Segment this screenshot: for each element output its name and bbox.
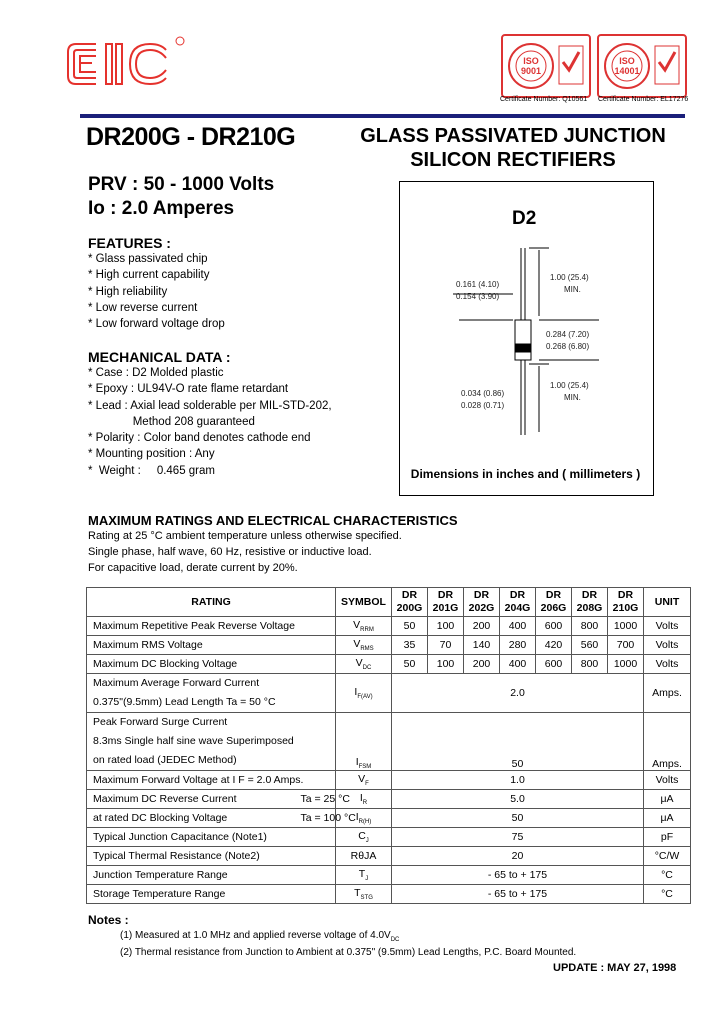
symbol: $I_{F(AV)}$ <box>336 674 392 713</box>
condition-line: Rating at 25 °C ambient temperature unless otherwise specified. <box>88 530 402 542</box>
value: 560 <box>572 636 608 655</box>
title-line1: GLASS PASSIVATED JUNCTION <box>360 125 666 147</box>
ratings-heading: MAXIMUM RATINGS AND ELECTRICAL CHARACTERISTICS <box>88 513 458 528</box>
header-unit: UNIT <box>644 588 691 617</box>
table-row <box>87 885 691 904</box>
mechanical-heading: MECHANICAL DATA : <box>88 349 231 365</box>
unit: Volts <box>644 617 691 636</box>
value: 200 <box>464 617 500 636</box>
table-row <box>87 809 691 828</box>
note-2: (2) Thermal resistance from Junction to Ambient at 0.375" (9.5mm) Lead Lengths, P.C. Board Mounted. <box>120 947 577 958</box>
unit: °C/W <box>644 847 691 866</box>
dim-body-length-min: 0.268 (6.80) <box>546 342 590 351</box>
mechanical-item: * Epoxy : UL94V-O rate flame retardant <box>88 383 289 396</box>
feature-item: * Low reverse current <box>88 301 198 314</box>
unit: μA <box>644 809 691 828</box>
symbol: $T_J$ <box>336 866 392 885</box>
rating-label: Maximum RMS Voltage <box>87 636 336 655</box>
symbol: $T_{STG}$ <box>336 885 392 904</box>
dim-lead-length-bottom-min: MIN. <box>564 393 581 402</box>
cert1-line2: 9001 <box>520 66 542 76</box>
value: 5.0 <box>392 790 644 809</box>
dim-body-diameter-max: 0.161 (4.10) <box>456 280 500 289</box>
feature-item: * High reliability <box>88 285 168 298</box>
value: 35 <box>392 636 428 655</box>
ratings-table <box>86 587 691 904</box>
dim-lead-length-top: 1.00 (25.4) <box>550 273 589 282</box>
dim-lead-length-top-min: MIN. <box>564 285 581 294</box>
dim-lead-length-bottom: 1.00 (25.4) <box>550 381 589 390</box>
value: 1.0 <box>392 771 644 790</box>
rating-label: Maximum Average Forward Current 0.375"(9.5mm) Lead Length Ta = 50 °C <box>87 674 336 713</box>
symbol: $I_R$ <box>336 790 392 809</box>
cert1-number: Certificate Number: Q10561 <box>500 96 588 103</box>
table-row <box>87 713 691 771</box>
value: 800 <box>572 655 608 674</box>
value: 100 <box>428 617 464 636</box>
rating-label: Maximum Repetitive Peak Reverse Voltage <box>87 617 336 636</box>
condition-line: Single phase, half wave, 60 Hz, resistive or inductive load. <box>88 546 372 558</box>
dim-lead-diameter-min: 0.028 (0.71) <box>461 401 505 410</box>
mechanical-item: * Case : D2 Molded plastic <box>88 367 224 379</box>
value: 50 <box>392 713 644 771</box>
value: 800 <box>572 617 608 636</box>
update-date: UPDATE : MAY 27, 1998 <box>553 962 677 974</box>
value: 1000 <box>608 617 644 636</box>
value: 400 <box>500 655 536 674</box>
cert2-line2: 14001 <box>614 66 640 76</box>
value: 50 <box>392 809 644 828</box>
symbol: $V_{RRM}$ <box>336 617 392 636</box>
unit: Volts <box>644 655 691 674</box>
value: - 65 to + 175 <box>392 866 644 885</box>
io-spec: Io : 2.0 Amperes <box>88 198 235 219</box>
unit: Amps. <box>644 674 691 713</box>
rating-label: Maximum DC Reverse Current Ta = 25 °C <box>87 790 336 809</box>
header-part: DR 201G <box>428 588 464 617</box>
value: 600 <box>536 655 572 674</box>
prv-spec: PRV : 50 - 1000 Volts <box>88 174 275 195</box>
features-list <box>88 251 225 332</box>
value: 700 <box>608 636 644 655</box>
notes-heading: Notes : <box>88 913 129 927</box>
value: 2.0 <box>392 674 644 713</box>
rating-label: Maximum DC Blocking Voltage <box>87 655 336 674</box>
symbol: $V_{RMS}$ <box>336 636 392 655</box>
features-heading: FEATURES : <box>88 235 171 251</box>
value: 75 <box>392 828 644 847</box>
rating-label: Junction Temperature Range <box>87 866 336 885</box>
feature-item: * High current capability <box>88 269 210 282</box>
cert2-number: Certificate Number: EL17276 <box>598 96 689 103</box>
company-logo <box>66 36 192 92</box>
unit: Volts <box>644 771 691 790</box>
mechanical-item: * Polarity : Color band denotes cathode end <box>88 432 311 445</box>
unit: μA <box>644 790 691 809</box>
header-part: DR 210G <box>608 588 644 617</box>
unit: Amps. <box>644 713 691 771</box>
condition-line: For capacitive load, derate current by 20%. <box>88 562 298 574</box>
table-row <box>87 636 691 655</box>
title-line2: SILICON RECTIFIERS <box>410 149 616 171</box>
mechanical-item: * Lead : Axial lead solderable per MIL-STD-202, <box>88 399 332 412</box>
value: 1000 <box>608 655 644 674</box>
table-row <box>87 617 691 636</box>
feature-item: * Low forward voltage drop <box>88 318 225 331</box>
header-symbol: SYMBOL <box>336 588 392 617</box>
cert1-line1: ISO <box>523 56 539 66</box>
header-part: DR 206G <box>536 588 572 617</box>
unit: °C <box>644 866 691 885</box>
dim-lead-diameter-max: 0.034 (0.86) <box>461 389 505 398</box>
mechanical-item: * Weight : 0.465 gram <box>88 464 215 477</box>
value: 50 <box>392 617 428 636</box>
table-row <box>87 655 691 674</box>
dimensions-note: Dimensions in inches and ( millimeters ) <box>410 467 641 481</box>
header-part: DR 200G <box>392 588 428 617</box>
unit: Volts <box>644 636 691 655</box>
dim-body-diameter-min: 0.154 (3.90) <box>456 292 500 301</box>
iso14001-badge <box>597 34 687 98</box>
value: 420 <box>536 636 572 655</box>
value: 600 <box>536 617 572 636</box>
value: 200 <box>464 655 500 674</box>
rating-label: at rated DC Blocking Voltage Ta = 100 °C <box>87 809 336 828</box>
rating-label: Typical Thermal Resistance (Note2) <box>87 847 336 866</box>
rating-label: Maximum Forward Voltage at I F = 2.0 Amps. <box>87 771 336 790</box>
table-row <box>87 847 691 866</box>
symbol: $I_{R(H)}$ <box>336 809 392 828</box>
symbol: $V_{DC}$ <box>336 655 392 674</box>
value: 50 <box>392 655 428 674</box>
symbol: $I_{FSM}$ <box>336 713 392 771</box>
table-header-row <box>87 588 691 617</box>
value: 100 <box>428 655 464 674</box>
unit: pF <box>644 828 691 847</box>
part-number: DR200G - DR210G <box>86 123 296 151</box>
value: 70 <box>428 636 464 655</box>
header-rating: RATING <box>87 588 336 617</box>
iso9001-badge <box>501 34 591 98</box>
symbol: RθJA <box>336 847 392 866</box>
unit: °C <box>644 885 691 904</box>
rating-label: Storage Temperature Range <box>87 885 336 904</box>
table-row <box>87 790 691 809</box>
table-row <box>87 828 691 847</box>
table-row <box>87 866 691 885</box>
mechanical-item: * Mounting position : Any <box>88 448 215 461</box>
mechanical-list <box>88 365 332 479</box>
rating-label: Typical Junction Capacitance (Note1) <box>87 828 336 847</box>
value: 280 <box>500 636 536 655</box>
mechanical-item: Method 208 guaranteed <box>88 415 255 428</box>
symbol: $C_J$ <box>336 828 392 847</box>
table-row <box>87 771 691 790</box>
header-part: DR 202G <box>464 588 500 617</box>
value: 140 <box>464 636 500 655</box>
note-1: (1) Measured at 1.0 MHz and applied reverse voltage of $4.0V_{DC}$ <box>120 930 400 943</box>
dim-body-length-max: 0.284 (7.20) <box>546 330 590 339</box>
value: 20 <box>392 847 644 866</box>
symbol: $V_F$ <box>336 771 392 790</box>
cert2-line1: ISO <box>619 56 635 66</box>
value: - 65 to + 175 <box>392 885 644 904</box>
header-part: DR 204G <box>500 588 536 617</box>
header-part: DR 208G <box>572 588 608 617</box>
header-rule <box>80 114 685 118</box>
table-row <box>87 674 691 713</box>
value: 400 <box>500 617 536 636</box>
rating-label: Peak Forward Surge Current 8.3ms Single half sine wave Superimposed on rated load (JEDEC Method) <box>87 713 336 771</box>
feature-item: * Glass passivated chip <box>88 253 208 265</box>
package-name: D2 <box>512 208 537 229</box>
package-drawing <box>399 240 652 440</box>
